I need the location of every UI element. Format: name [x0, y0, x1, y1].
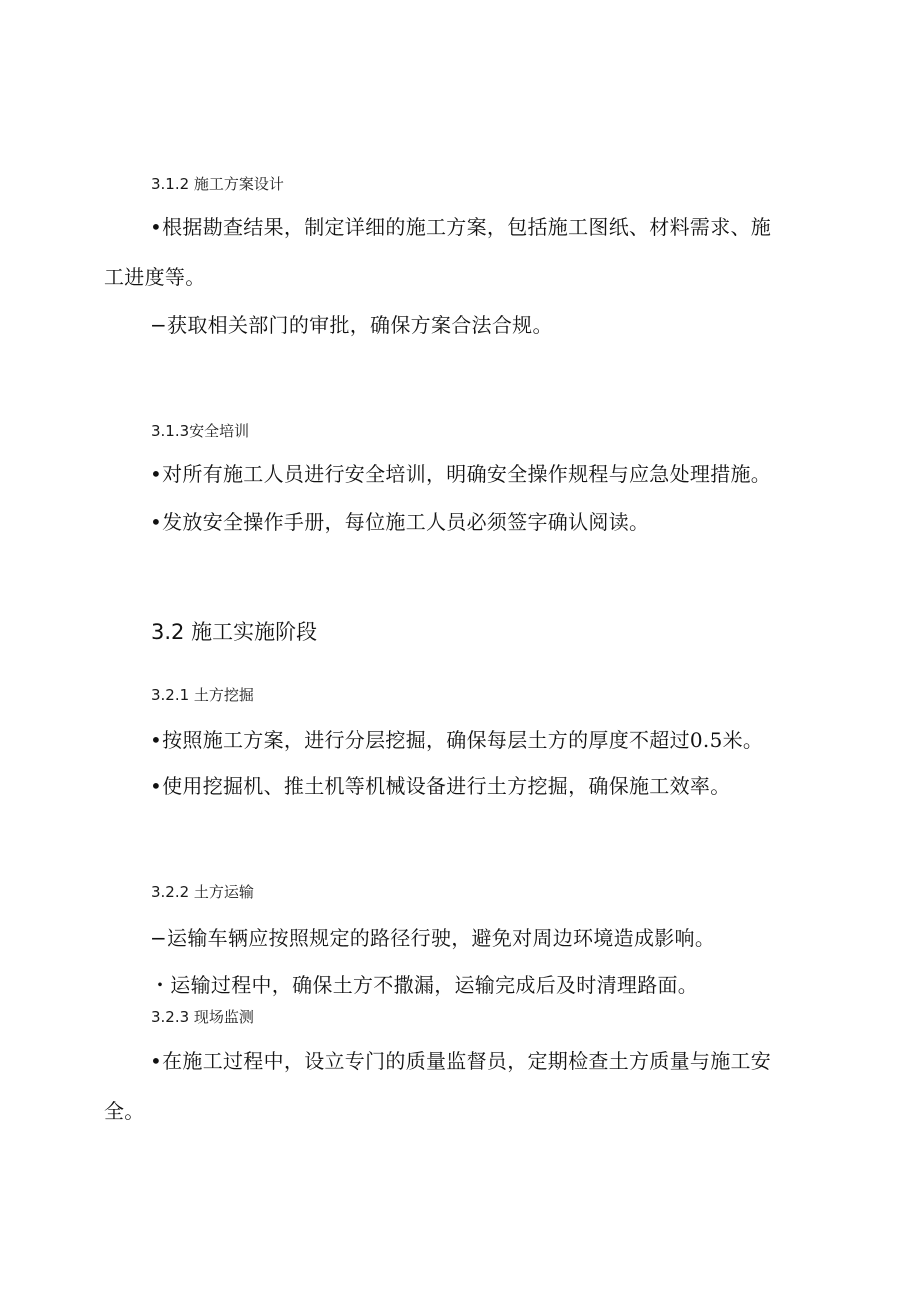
paragraph-3-1-2-bullet-1-line-2: 工进度等。 — [104, 265, 206, 289]
heading-3-2: 3.2 施工实施阶段 — [151, 620, 318, 644]
heading-3-2-1: 3.2.1 土方挖掘 — [151, 686, 254, 704]
heading-3-2-2: 3.2.2 土方运输 — [151, 883, 254, 901]
paragraph-3-1-2-bullet-2: −获取相关部门的审批，确保方案合法合规。 — [150, 313, 553, 337]
heading-3-1-3: 3.1.3安全培训 — [151, 422, 250, 440]
paragraph-3-2-3-bullet-1-line-1: •在施工过程中，设立专门的质量监督员，定期检查土方质量与施工安 — [150, 1049, 772, 1073]
paragraph-3-2-2-bullet-1: −运输车辆应按照规定的路径行驶，避免对周边环境造成影响。 — [150, 926, 716, 950]
heading-3-2-3: 3.2.3 现场监测 — [151, 1008, 254, 1026]
paragraph-3-2-1-bullet-1: •按照施工方案，进行分层挖掘，确保每层土方的厚度不超过0.5米。 — [150, 728, 764, 752]
paragraph-3-2-2-bullet-2: ・运输过程中，确保土方不撒漏，运输完成后及时清理路面。 — [150, 973, 699, 997]
heading-3-1-2: 3.1.2 施工方案设计 — [151, 175, 284, 193]
paragraph-3-1-3-bullet-1: •对所有施工人员进行安全培训，明确安全操作规程与应急处理措施。 — [150, 462, 772, 486]
paragraph-3-1-2-bullet-1-line-1: •根据勘查结果，制定详细的施工方案，包括施工图纸、材料需求、施 — [150, 215, 772, 239]
paragraph-3-1-3-bullet-2: •发放安全操作手册，每位施工人员必须签字确认阅读。 — [150, 510, 650, 534]
paragraph-3-2-1-bullet-2: •使用挖掘机、推土机等机械设备进行土方挖掘，确保施工效率。 — [150, 774, 731, 798]
paragraph-3-2-3-bullet-1-line-2: 全。 — [104, 1099, 145, 1123]
